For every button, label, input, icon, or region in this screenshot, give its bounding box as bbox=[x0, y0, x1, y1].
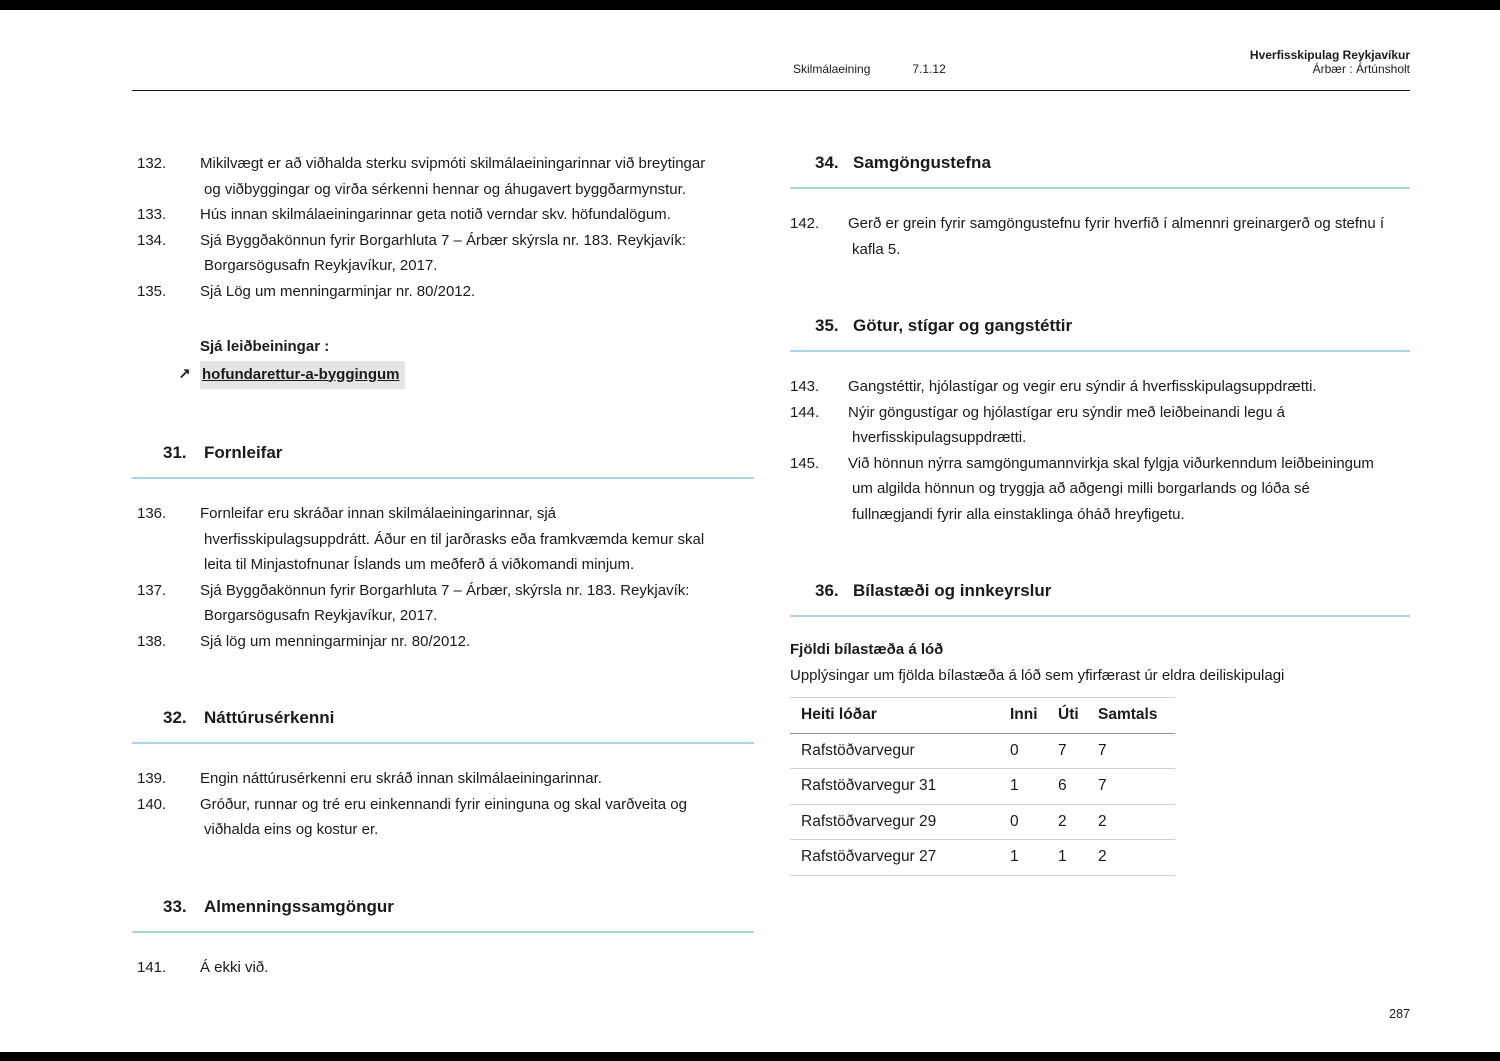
guidelines-block bbox=[132, 334, 754, 389]
cell-uti: 1 bbox=[1058, 840, 1098, 876]
section-items bbox=[790, 374, 1410, 527]
section-36-bilastaedi bbox=[790, 579, 1410, 876]
two-column-body bbox=[0, 151, 1500, 980]
parking-info-block bbox=[790, 637, 1410, 876]
numbered-clause-134 bbox=[132, 228, 754, 279]
section-title: Náttúrusérkenni bbox=[204, 708, 335, 727]
cell-lot-name: Rafstöðvarvegur 31 bbox=[790, 769, 1010, 805]
clause-text: Gerð er grein fyrir samgöngustefnu fyrir hverfið í almennri greinargerð og stefnu í kafla 5. bbox=[848, 215, 1385, 258]
numbered-clause-136 bbox=[132, 501, 754, 578]
right-column bbox=[790, 151, 1410, 980]
clause-number: 145. bbox=[790, 454, 820, 472]
external-link-arrow-icon: ↗ bbox=[178, 365, 191, 383]
section-number: 31. bbox=[163, 443, 187, 462]
cell-inni: 0 bbox=[1010, 804, 1058, 840]
guidelines-label: Sjá leiðbeiningar : bbox=[200, 338, 330, 355]
clause-text: Sjá lög um menningarminjar nr. 80/2012. bbox=[200, 632, 471, 650]
col-header-heiti-lodar: Heiti lóðar bbox=[790, 698, 1010, 734]
cell-lot-name: Rafstöðvarvegur 27 bbox=[790, 840, 1010, 876]
parking-table bbox=[790, 697, 1175, 876]
clause-number: 132. bbox=[137, 155, 167, 172]
numbered-clause-135 bbox=[132, 279, 754, 305]
parking-subtitle: Fjöldi bílastæða á lóð bbox=[790, 641, 944, 658]
clause-number: 138. bbox=[137, 632, 167, 650]
section-items bbox=[132, 501, 754, 654]
numbered-clause-138 bbox=[132, 629, 754, 655]
section-title: Almenningssamgöngur bbox=[204, 896, 394, 916]
page-number: 287 bbox=[1389, 1007, 1410, 1021]
clause-text: Mikilvægt er að viðhalda sterku svipmóti skilmálaeiningarinnar við breytingar og viðbyggingar og virða sérkenni hennar og áhugavert byggðarmynstur. bbox=[200, 155, 706, 198]
cell-lot-name: Rafstöðvarvegur 29 bbox=[790, 804, 1010, 840]
section-heading bbox=[132, 706, 754, 744]
section-33-almenningssamgongur bbox=[132, 895, 754, 981]
clause-number: 142. bbox=[790, 215, 820, 232]
section-title: Samgöngustefna bbox=[853, 153, 991, 172]
guidelines-link[interactable]: hofundarettur-a-byggingum bbox=[200, 361, 405, 390]
clause-number: 137. bbox=[137, 581, 167, 599]
section-heading bbox=[132, 441, 754, 479]
clause-text: Gróður, runnar og tré eru einkennandi fyrir eininguna og skal varðveita og viðhalda eins og kostur er. bbox=[200, 795, 687, 838]
clause-number: 135. bbox=[137, 282, 167, 300]
numbered-clause-140 bbox=[132, 792, 754, 843]
section-items bbox=[132, 955, 754, 981]
numbered-clause-144 bbox=[790, 400, 1410, 451]
clause-text: Við hönnun nýrra samgöngumannvirkja skal fylgja viðurkenndum leiðbeiningum um algilda hönnun og tryggja að aðgengi milli borgarlands og lóða sé fullnægjandi fyrir alla einstaklinga óháð hreyfigetu. bbox=[848, 454, 1374, 523]
clause-number: 139. bbox=[137, 770, 167, 787]
cell-uti: 6 bbox=[1058, 769, 1098, 805]
section-number: 33. bbox=[163, 896, 187, 916]
table-row bbox=[790, 804, 1175, 840]
parking-description: Upplýsingar um fjölda bílastæða á lóð sem yfirfærast úr eldra deiliskipulagi bbox=[790, 666, 1285, 684]
doc-type-label: Skilmálaeining bbox=[793, 62, 871, 76]
section-heading bbox=[790, 151, 1410, 189]
clause-number: 133. bbox=[137, 206, 167, 223]
section-title: Götur, stígar og gangstéttir bbox=[853, 316, 1073, 335]
clause-text: Nýir göngustígar og hjólastígar eru sýndir með leiðbeinandi legu á hverfisskipulagsuppdrætti. bbox=[848, 403, 1285, 446]
numbered-clause-145 bbox=[790, 451, 1410, 528]
clause-text: Sjá Lög um menningarminjar nr. 80/2012. bbox=[200, 282, 476, 300]
col-header-samtals: Samtals bbox=[1098, 698, 1175, 734]
document-subtitle: Árbær : Ártúnsholt bbox=[1312, 62, 1410, 76]
section-items bbox=[790, 211, 1410, 262]
cell-samtals: 2 bbox=[1098, 804, 1175, 840]
left-column bbox=[132, 151, 754, 980]
clause-text: Sjá Byggðakönnun fyrir Borgarhluta 7 – Árbær skýrsla nr. 183. Reykjavík: Borgarsögusafn Reykjavíkur, 2017. bbox=[200, 231, 687, 274]
top-black-bar bbox=[0, 0, 1500, 10]
clause-text: Hús innan skilmálaeiningarinnar geta notið verndar skv. höfundalögum. bbox=[200, 206, 671, 223]
table-row bbox=[790, 733, 1175, 769]
section-title: Fornleifar bbox=[204, 443, 283, 462]
clause-number: 134. bbox=[137, 231, 167, 249]
page-header bbox=[0, 0, 1500, 76]
section-title: Bílastæði og innkeyrslur bbox=[853, 581, 1052, 600]
section-heading bbox=[790, 579, 1410, 617]
table-row bbox=[790, 769, 1175, 805]
cell-inni: 1 bbox=[1010, 769, 1058, 805]
clause-number: 144. bbox=[790, 403, 820, 421]
section-items bbox=[132, 766, 754, 843]
section-34-samgongustefna bbox=[790, 151, 1410, 262]
numbered-clause-137 bbox=[132, 578, 754, 629]
clause-text: Sjá Byggðakönnun fyrir Borgarhluta 7 – Árbær, skýrsla nr. 183. Reykjavík: Borgarsögusafn Reykjavíkur, 2017. bbox=[200, 581, 690, 624]
section-number: 35. bbox=[815, 316, 839, 335]
section-35-gotur-stigar bbox=[790, 314, 1410, 527]
cell-samtals: 7 bbox=[1098, 733, 1175, 769]
col-header-uti: Úti bbox=[1058, 698, 1098, 734]
doc-section-number: 7.1.12 bbox=[912, 62, 946, 76]
section-31-fornleifar bbox=[132, 441, 754, 654]
numbered-clause-139 bbox=[132, 766, 754, 792]
document-title: Hverfisskipulag Reykjavíkur bbox=[1249, 48, 1410, 62]
clause-number: 141. bbox=[137, 958, 167, 976]
clause-text: Gangstéttir, hjólastígar og vegir eru sýndir á hverfisskipulagsuppdrætti. bbox=[848, 378, 1317, 395]
clause-text: Fornleifar eru skráðar innan skilmálaeiningarinnar, sjá hverfisskipulagsuppdrátt. Áður en til jarðrasks eða framkvæmda kemur skal leita til Minjastofnunar Íslands um meðferð á viðkomandi minjum. bbox=[200, 505, 705, 573]
cell-samtals: 7 bbox=[1098, 769, 1175, 805]
numbered-clause-143 bbox=[790, 374, 1410, 400]
cell-samtals: 2 bbox=[1098, 840, 1175, 876]
section-32-natturuserkenni bbox=[132, 706, 754, 843]
cell-inni: 1 bbox=[1010, 840, 1058, 876]
section-number: 32. bbox=[163, 708, 187, 727]
table-row bbox=[790, 840, 1175, 876]
guidelines-link-row bbox=[132, 361, 754, 390]
section-number: 34. bbox=[815, 153, 839, 172]
cell-uti: 2 bbox=[1058, 804, 1098, 840]
header-right-block bbox=[1250, 48, 1410, 76]
bottom-black-bar bbox=[0, 1052, 1500, 1061]
cell-inni: 0 bbox=[1010, 733, 1058, 769]
numbered-clause-141 bbox=[132, 955, 754, 981]
section-heading bbox=[132, 895, 754, 933]
clause-number: 140. bbox=[137, 795, 167, 813]
cell-lot-name: Rafstöðvarvegur bbox=[790, 733, 1010, 769]
numbered-clause-133 bbox=[132, 202, 754, 228]
header-divider bbox=[132, 90, 1410, 91]
section-heading bbox=[790, 314, 1410, 352]
clause-number: 143. bbox=[790, 378, 820, 395]
numbered-clause-142 bbox=[790, 211, 1410, 262]
numbered-clause-132 bbox=[132, 151, 754, 202]
clause-text: Á ekki við. bbox=[200, 958, 269, 976]
clause-number: 136. bbox=[137, 505, 167, 522]
cell-uti: 7 bbox=[1058, 733, 1098, 769]
table-header-row bbox=[790, 698, 1175, 734]
section-number: 36. bbox=[815, 581, 839, 600]
clause-text: Engin náttúrusérkenni eru skráð innan skilmálaeiningarinnar. bbox=[200, 770, 602, 787]
col-header-inni: Inni bbox=[1010, 698, 1058, 734]
